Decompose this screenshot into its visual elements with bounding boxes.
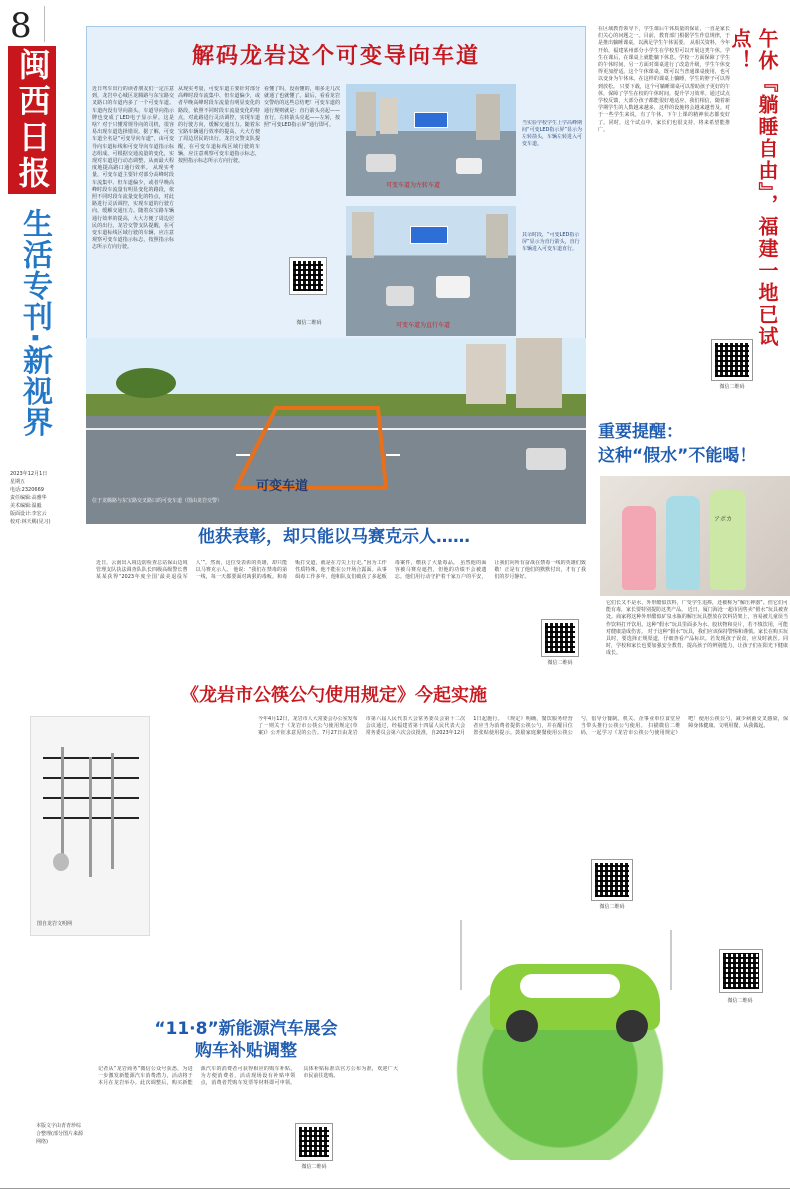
road-photo-caption: 位于龙腾路与东宝路交叉路口的可变车道（图由龙岩交警） (92, 498, 223, 504)
page-number: 8 (10, 6, 32, 46)
lane-photo-left-turn-tag: 可变车道为左转车道 (386, 182, 441, 189)
article-fake-water-para1: 它们长又不是水，外形酷似饮料，广受学生追捧，还被称为“解压神器”。但它们可能有毒，家长要特别提防这类产品。 (606, 600, 788, 614)
article-nev-expo-qr[interactable] (296, 1124, 332, 1160)
road-photo-label: 可变车道 (256, 479, 309, 494)
lane-photo-straight (346, 206, 516, 336)
article-nev-expo-title-line2: 购车补贴调整 (195, 1041, 297, 1061)
issue-weekday: 星期五 (10, 479, 26, 485)
article-nev-expo-title (96, 1018, 396, 1062)
article-serving-chopsticks-para2: 《规定》明确，餐饮服务经营者应当为消费者提供公筷公勺，并在醒目位置张贴使用提示。鼓励家庭聚餐使用公筷公勺，倡导分餐制。机关、企事业单位食堂应当带头推行公筷公勺使用。 (473, 716, 681, 737)
article-variable-lane-col2 (178, 86, 260, 336)
article-serving-chopsticks-para1: 今年4月12日，龙岩市人大常委会办公室发布了一则关于《龙岩市公筷公勺使用规定(草案)》公开征求意见的公告。7月27日由龙岩市第六届人民代表大会常务委员会第十二次会议通过，经福建省第十四届人民代表大会常务委员会第六次会议批准，自2023年12月1日起施行。 (258, 716, 503, 737)
masthead-info (10, 470, 62, 526)
article-serving-chopsticks-body (258, 716, 788, 886)
article-mosaic-hero-title: 他获表彰，却只能以马赛克示人…… (198, 527, 470, 547)
section-title: 生活专刊·新视界 (17, 208, 52, 438)
article-serving-chopsticks-para3: 扫描微信二维码，一起学习《龙岩市公筷公勺使用规定》吧！使用公筷公勺，减少病菌交叉感染，保障身体健康。文明用餐，从我做起。 (580, 716, 788, 737)
article-variable-lane-para2b: 从现实考量，可变车道主要针对部分高峰时段车流集中、但车道偏少，或者早晚高峰时段车流量有明显变化的路段，依照不同时段车流量变化的特点，对此路进行灵活调控，实现车道的行驶方向，缓解交通压力。随着东宝路车辆通行效率的提高，大大方便了周边居民的出行。龙岩交警支队提醒，在可变车道标线区域行驶的车辆，应注意观察可变车道指示标志，按照指示标志所示方向行驶。 (178, 86, 260, 165)
page-number-divider (44, 6, 45, 42)
article-nev-expo-qr-label: 微信二维码 (301, 1164, 327, 1170)
designer: 美术编辑:温毅 (10, 503, 42, 509)
article-nap-desk-qr[interactable] (712, 340, 752, 380)
variable-lane-outline (86, 338, 586, 524)
source-note: 本版文字由青青珍综合整理(部分图片来源网络) (36, 1123, 83, 1145)
article-mosaic-hero-qr-label: 微信二维码 (547, 660, 573, 666)
article-mosaic-hero-qr[interactable] (542, 620, 578, 656)
chopsticks-photo-caption: 图自龙岩文明网 (37, 921, 73, 927)
article-mosaic-hero-body (96, 560, 586, 670)
fake-water-bottle-label: アボカ (714, 516, 733, 523)
lane-photo-straight-caption: 其余时段，“可变LED指示屏”显示为直行箭头，直行车辆进入可变车道直行。 (522, 232, 580, 252)
article-variable-lane-col3 (264, 86, 340, 336)
article-fake-water-title (598, 420, 788, 468)
article-variable-lane-qr[interactable] (290, 258, 326, 294)
ev-illustration (420, 900, 700, 1180)
proofreader: 校对:林天赐(见习) (10, 519, 51, 525)
article-serving-chopsticks-qr[interactable] (592, 860, 632, 900)
article-variable-lane-para3: 看懂了吗，没看懂的，咱多走几次就通了也就懂了。最后，看看龙岩交警给的这些总结吧！可变车道的通行规则就是：直行箭头亮起——直行，左转箭头亮起——左转，按照“可变LED指示屏”通行即可。 (264, 86, 340, 129)
article-nap-desk-para1: 在区域教育领导下，学生课后午休质量的保证，一直是家长们关心的问题之一。目前，教育部门根据学生作息规律，于是推出躺睡课桌，以满足学生午休需要。 (598, 26, 730, 47)
editor: 责任编辑:高雅华 (10, 495, 47, 501)
article-nap-desk-title: 午休『躺睡自由』，福建一地已试点！ (728, 28, 779, 348)
article-nap-desk-qr-label: 微信二维码 (719, 384, 745, 390)
fake-water-photo (600, 476, 790, 596)
article-fake-water-qr-label: 微信二维码 (727, 998, 753, 1004)
article-serving-chopsticks-qr-label: 微信二维码 (599, 904, 625, 910)
article-fake-water-title-line2: 这种“假水”不能喝！ (598, 446, 757, 466)
lane-photo-left-turn (346, 84, 516, 196)
lane-photo-straight-tag: 可变车道为直行车道 (396, 322, 451, 329)
article-serving-chopsticks-title: 《龙岩市公筷公勺使用规定》今起实施 (181, 685, 487, 706)
article-variable-lane-title: 解码龙岩这个可变导向车道 (191, 44, 480, 69)
footer-rule (0, 1188, 790, 1189)
article-mosaic-hero-para1: 近日，云南出入境边防检查总站保山边境管理支队执法调查队队长四级高级警长曹某某获得“2023年度全国‘最美退役军人’”。然而，这位受表彰的英雄，却只能以马赛克示人。 (96, 560, 288, 581)
article-nev-expo-para1: 记者从“龙岩商务”微信公众号获悉，为进一步激发新能源汽车消费潜力，活动将于本月在龙岩举办。此次调整后，购买新能源汽车的消费者可获得相应的购车补贴。 (98, 1066, 296, 1087)
article-mosaic-hero-para2: 他说：“我们在禁毒的第一线，每一天都要面对凶狠的毒贩。和毒贩打交道，就是在刀尖上行走。”因为工作性质特殊，他不能在公开场合露面。从事缉毒工作多年，他和队友们破获了多起贩毒案件，缴获了大量毒品。 (195, 560, 459, 581)
article-nap-desk-para3: 只要下载，这个可躺睡课桌可以帮助孩子更好的午休，保障了学生在校的午休时间，提升学习效率。通过试点学校反馈，大部分孩子都能很好地适应，我们相信，随着新学期学生的人数越来越多，这样的设施将会越来越普及。对于一些学生来说，有了午休，下午上课的精神状态都变好了。同时，这个试点中，家长们也很支持，将来希望能推广。 (598, 83, 730, 133)
article-fake-water-title-line1: 重要提醒： (598, 422, 683, 442)
article-mosaic-hero-para3: 虽然他的面容被马赛克遮挡，但他的功绩不会被遗忘。他们用行动守护着千家万户的平安，让我们向所有奋战在禁毒一线的英雄们致敬！正是有了他们的默默付出，才有了我们的岁月静好。 (394, 560, 586, 581)
phone: 电话:2320669 (10, 487, 44, 493)
article-variable-lane-para2: 从现实考量，可变车道主要针对部分高峰时段车流集中、但车道偏少，或者早晚高峰时段车流量有明显变化的路段，依照不同时段车流量变化的特点，对此路进行灵活调控，实现车道的行驶方向，缓解交通压力。随着东宝路车辆通行效率的提高，大大方便了周边居民的出行。龙岩交警支队提醒，在可变车道标线区域行驶的车辆，应注意观察可变车道指示标志，按照指示标志所示方向行驶。 (92, 165, 174, 251)
lane-photo-left-turn-caption: 当实验学校学生上学高峰期间“可变LED指示屏”显示为左转箭头，车辆左转进入可变车道。 (522, 120, 582, 147)
article-variable-lane-qr-label: 微信二维码 (296, 320, 322, 326)
article-variable-lane-col1 (92, 86, 174, 336)
article-nev-expo-title-line1: “11·8”新能源汽车展会 (154, 1019, 338, 1039)
article-nap-desk-para2: 从相关资料，今年开始，福建某州部分小学生在学校里可以开展这类午休。学生在课后，在课桌上就能躺下休息。学校一方面保障了学生的午休时间，另一方面对课桌进行了改造升级，学生午休变得更加舒适。这个午休课桌，既可以当普通课桌使用，也可以变身为午休床。在这样的课桌上躺睡，学生的脖子可以得到放松。 (598, 40, 730, 90)
article-nev-expo-para2: 为方便消费者，活动现场设有补贴申领点，消费者凭购车发票等材料即可申领。具体补贴标准以官方公布为准，欢迎广大市民前往选购。 (200, 1066, 398, 1087)
article-variable-lane-para1: 近日驾车出行的读者朋友们一定注意到，龙岩中心城区龙腾路与东宝路交叉路口的车道内多了一个可变车道。车道内没有导向箭头，车道导向指示牌也变成了LED电子显示屏。这是啥？对于只懂常规导向的司机，很容易出现车道选择错误。据了解，可变车道全名是“可变导向车道”，由可变导向车道标线和可变导向车道指示标志组成。可根据交通流量的变化，实现对车道进行动态调整，从而最大程度地提高路口通行效率。 (92, 86, 174, 172)
chopsticks-photo (30, 716, 150, 936)
article-fake-water-para3: 对于这种“假水”玩具，我们应该保持警惕和谨慎。家长在购买玩具时，要选择正规渠道，仔细查看产品标识。若发现孩子误食，应及时就医。同时，学校和家长也要加强安全教育，提高孩子的辨别能力，让孩子们在阳光下健康成长。 (606, 628, 788, 657)
issue-date: 2023年12月1日 (10, 471, 48, 477)
article-fake-water-qr[interactable] (720, 950, 762, 992)
newspaper-logo: 闽西日报 (8, 46, 56, 194)
article-fake-water-para2: 近日，厦门海沧一超市因售卖“假水”玩具被查处。商家将这种外形酷似矿泉水瓶的解压玩具摆放在饮料货架上，容易被儿童误当作饮料打开饮用。这种“假水”玩具里面多为水、胶状物和亮片，若不慎饮用，可能对健康造成伤害。 (606, 607, 788, 635)
road-photo (86, 338, 586, 524)
layout-designer: 版面设计:李宏云 (10, 511, 47, 517)
article-nev-expo-body (98, 1066, 398, 1176)
